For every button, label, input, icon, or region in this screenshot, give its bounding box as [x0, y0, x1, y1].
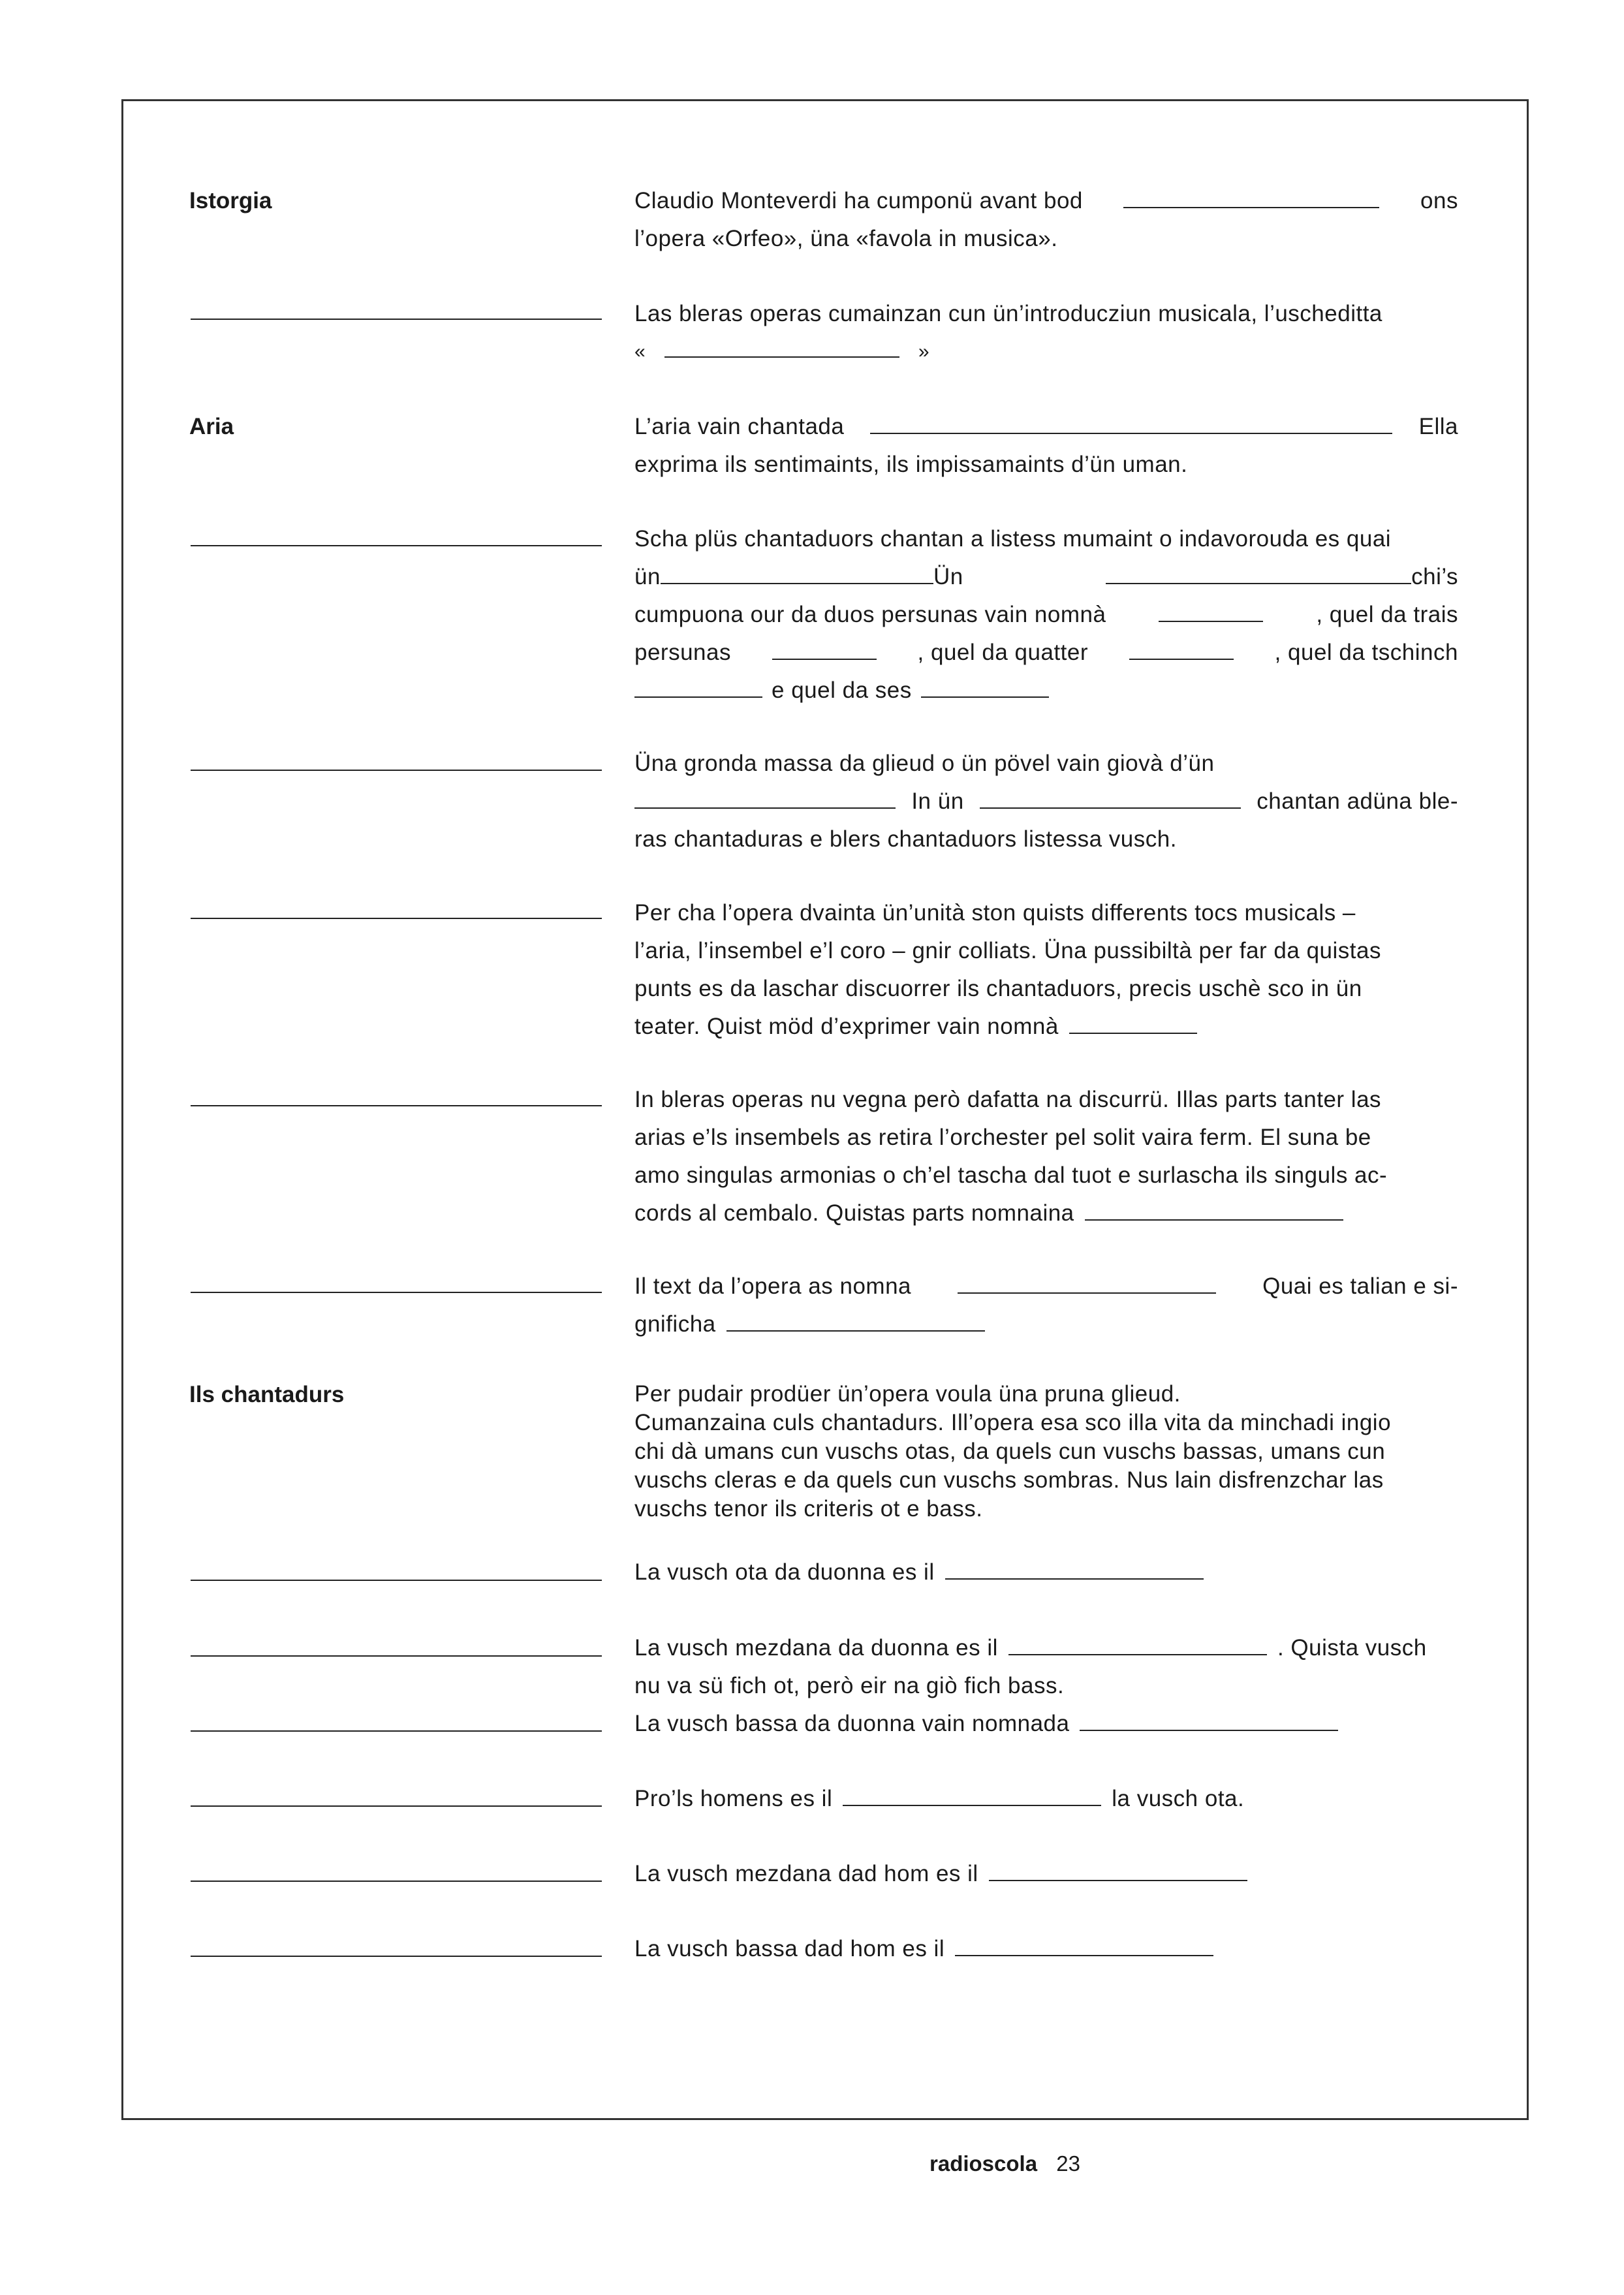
sentence: In ün — [911, 788, 964, 814]
text-block — [634, 1629, 1458, 1705]
label-answer-line[interactable] — [191, 918, 602, 919]
sentence: l’opera «Orfeo», üna «favola in musica». — [634, 226, 1058, 251]
sentence: vuschs cleras e da quels cun vuschs sombras. Nus lain disfrenzchar las — [634, 1467, 1384, 1493]
sentence: punts es da laschar discuorrer ils chantaduors, precis uschè sco in ün — [634, 976, 1362, 1001]
publication-name: radioscola — [929, 2151, 1038, 2176]
answer-blank[interactable] — [1008, 1634, 1267, 1655]
sentence: exprima ils sentimaints, ils impissamaints d’ün uman. — [634, 452, 1188, 477]
answer-blank[interactable] — [955, 1935, 1213, 1956]
label-answer-line[interactable] — [191, 1580, 602, 1581]
answer-blank[interactable] — [634, 788, 896, 809]
label-answer-line[interactable] — [191, 1292, 602, 1293]
sentence: La vusch mezdana da duonna es il — [634, 1635, 998, 1661]
sentence: L’aria vain chantada — [634, 414, 845, 439]
heading-aria: Aria — [189, 414, 234, 439]
text-block — [634, 1930, 1458, 1968]
sentence: nu va sü fich ot, però eir na giò fich bass. — [634, 1673, 1065, 1698]
label-answer-line[interactable] — [191, 545, 602, 546]
sentence: ün — [634, 564, 661, 589]
sentence: Scha plüs chantaduors chantan a listess mumaint o indavorouda es quai — [634, 526, 1392, 552]
sentence: . Quista vusch — [1277, 1635, 1427, 1661]
text-block — [634, 1081, 1458, 1232]
sentence: Per pudair prodüer ün’opera voula üna pruna glieud. — [634, 1381, 1181, 1407]
answer-blank[interactable] — [843, 1785, 1101, 1806]
answer-blank[interactable] — [1080, 1710, 1338, 1731]
answer-blank[interactable] — [989, 1860, 1247, 1881]
sentence: cords al cembalo. Quistas parts nomnaina — [634, 1200, 1074, 1226]
sentence: Quai es talian e si- — [1262, 1273, 1458, 1299]
sentence: teater. Quist möd d’exprimer vain nomnà — [634, 1014, 1059, 1039]
sentence: La vusch ota da duonna es il — [634, 1559, 935, 1585]
sentence: e quel da ses — [772, 678, 912, 703]
sentence: Ün — [933, 564, 963, 589]
answer-blank[interactable] — [726, 1311, 985, 1332]
text-block — [634, 1380, 1458, 1523]
sentence: persunas — [634, 640, 731, 665]
sentence: cumpuona our da duos persunas vain nomnà — [634, 602, 1106, 627]
sentence: gnificha — [634, 1311, 716, 1337]
text-block — [634, 745, 1458, 858]
answer-blank[interactable] — [661, 563, 933, 584]
sentence: chi dà umans cun vuschs otas, da quels cun vuschs bassas, umans cun — [634, 1439, 1386, 1464]
sentence: Per cha l’opera dvainta ün’unità ston quists differents tocs musicals – — [634, 900, 1356, 926]
sentence: La vusch bassa da duonna vain nomnada — [634, 1711, 1070, 1736]
label-answer-line[interactable] — [191, 1881, 602, 1882]
sentence: arias e’ls insembels as retira l’orchester pel solit vaira ferm. El suna be — [634, 1125, 1371, 1150]
quote-open: « — [634, 341, 646, 362]
sentence: l’aria, l’insembel e’l coro – gnir colliats. Üna pussibiltà per far da quistas — [634, 938, 1381, 963]
sentence: , quel da trais — [1316, 602, 1458, 627]
text-block — [634, 1780, 1458, 1818]
text-block — [634, 1553, 1458, 1591]
answer-blank[interactable] — [958, 1273, 1216, 1294]
label-answer-line[interactable] — [191, 1805, 602, 1807]
sentence: vuschs tenor ils criteris ot e bass. — [634, 1496, 983, 1522]
text-block — [634, 520, 1458, 710]
answer-blank[interactable] — [664, 337, 899, 358]
sentence: Il text da l’opera as nomna — [634, 1273, 912, 1299]
sentence: chantan adüna ble- — [1257, 788, 1458, 814]
sentence: ons — [1420, 188, 1458, 213]
text-block — [634, 1268, 1458, 1343]
sentence: , quel da tschinch — [1274, 640, 1458, 665]
label-answer-line[interactable] — [191, 319, 602, 320]
answer-blank[interactable] — [1129, 639, 1234, 660]
sentence: ras chantaduras e blers chantaduors listessa vusch. — [634, 826, 1177, 852]
answer-blank[interactable] — [772, 639, 877, 660]
text-block — [634, 1855, 1458, 1893]
answer-blank[interactable] — [870, 413, 1392, 434]
sentence: In bleras operas nu vegna però dafatta na discurrü. Illas parts tanter las — [634, 1087, 1382, 1112]
text-block — [634, 182, 1458, 258]
answer-blank[interactable] — [1069, 1013, 1197, 1034]
answer-blank[interactable] — [1123, 187, 1379, 208]
sentence: , quel da quatter — [917, 640, 1089, 665]
sentence: Üna gronda massa da glieud o ün pövel vain giovà d’ün — [634, 751, 1215, 776]
sentence: Ella — [1418, 414, 1458, 439]
sentence: amo singulas armonias o ch’el tascha dal tuot e surlascha ils singuls ac- — [634, 1163, 1388, 1188]
sentence: La vusch bassa dad hom es il — [634, 1936, 945, 1961]
heading-ils-chantadurs: Ils chantadurs — [189, 1382, 345, 1407]
sentence: Las bleras operas cumainzan cun ün’introducziun musicala, l’uscheditta — [634, 301, 1382, 326]
answer-blank[interactable] — [945, 1559, 1204, 1580]
answer-blank[interactable] — [634, 677, 762, 698]
answer-blank[interactable] — [980, 788, 1241, 809]
page-footer — [929, 2151, 1080, 2176]
sentence: Cumanzaina culs chantadurs. Ill’opera esa sco illa vita da minchadi ingio — [634, 1410, 1392, 1435]
sentence: Claudio Monteverdi ha cumponü avant bod — [634, 188, 1083, 213]
text-block — [634, 1705, 1458, 1743]
answer-blank[interactable] — [1159, 601, 1263, 622]
label-answer-line[interactable] — [191, 1105, 602, 1106]
label-answer-line[interactable] — [191, 1655, 602, 1657]
text-block — [634, 295, 1458, 371]
sentence: La vusch mezdana dad hom es il — [634, 1861, 978, 1886]
label-answer-line[interactable] — [191, 1730, 602, 1732]
page-number: 23 — [1056, 2151, 1080, 2176]
sentence: la vusch ota. — [1112, 1786, 1245, 1811]
quote-close: » — [918, 341, 930, 362]
label-answer-line[interactable] — [191, 770, 602, 771]
text-block — [634, 408, 1458, 484]
text-block — [634, 894, 1458, 1046]
sentence: Pro’ls homens es il — [634, 1786, 833, 1811]
answer-blank[interactable] — [921, 677, 1049, 698]
answer-blank[interactable] — [1085, 1200, 1343, 1221]
label-answer-line[interactable] — [191, 1956, 602, 1957]
sentence: chi’s — [1411, 564, 1458, 589]
answer-blank[interactable] — [1106, 563, 1411, 584]
heading-istorgia: Istorgia — [189, 188, 272, 213]
